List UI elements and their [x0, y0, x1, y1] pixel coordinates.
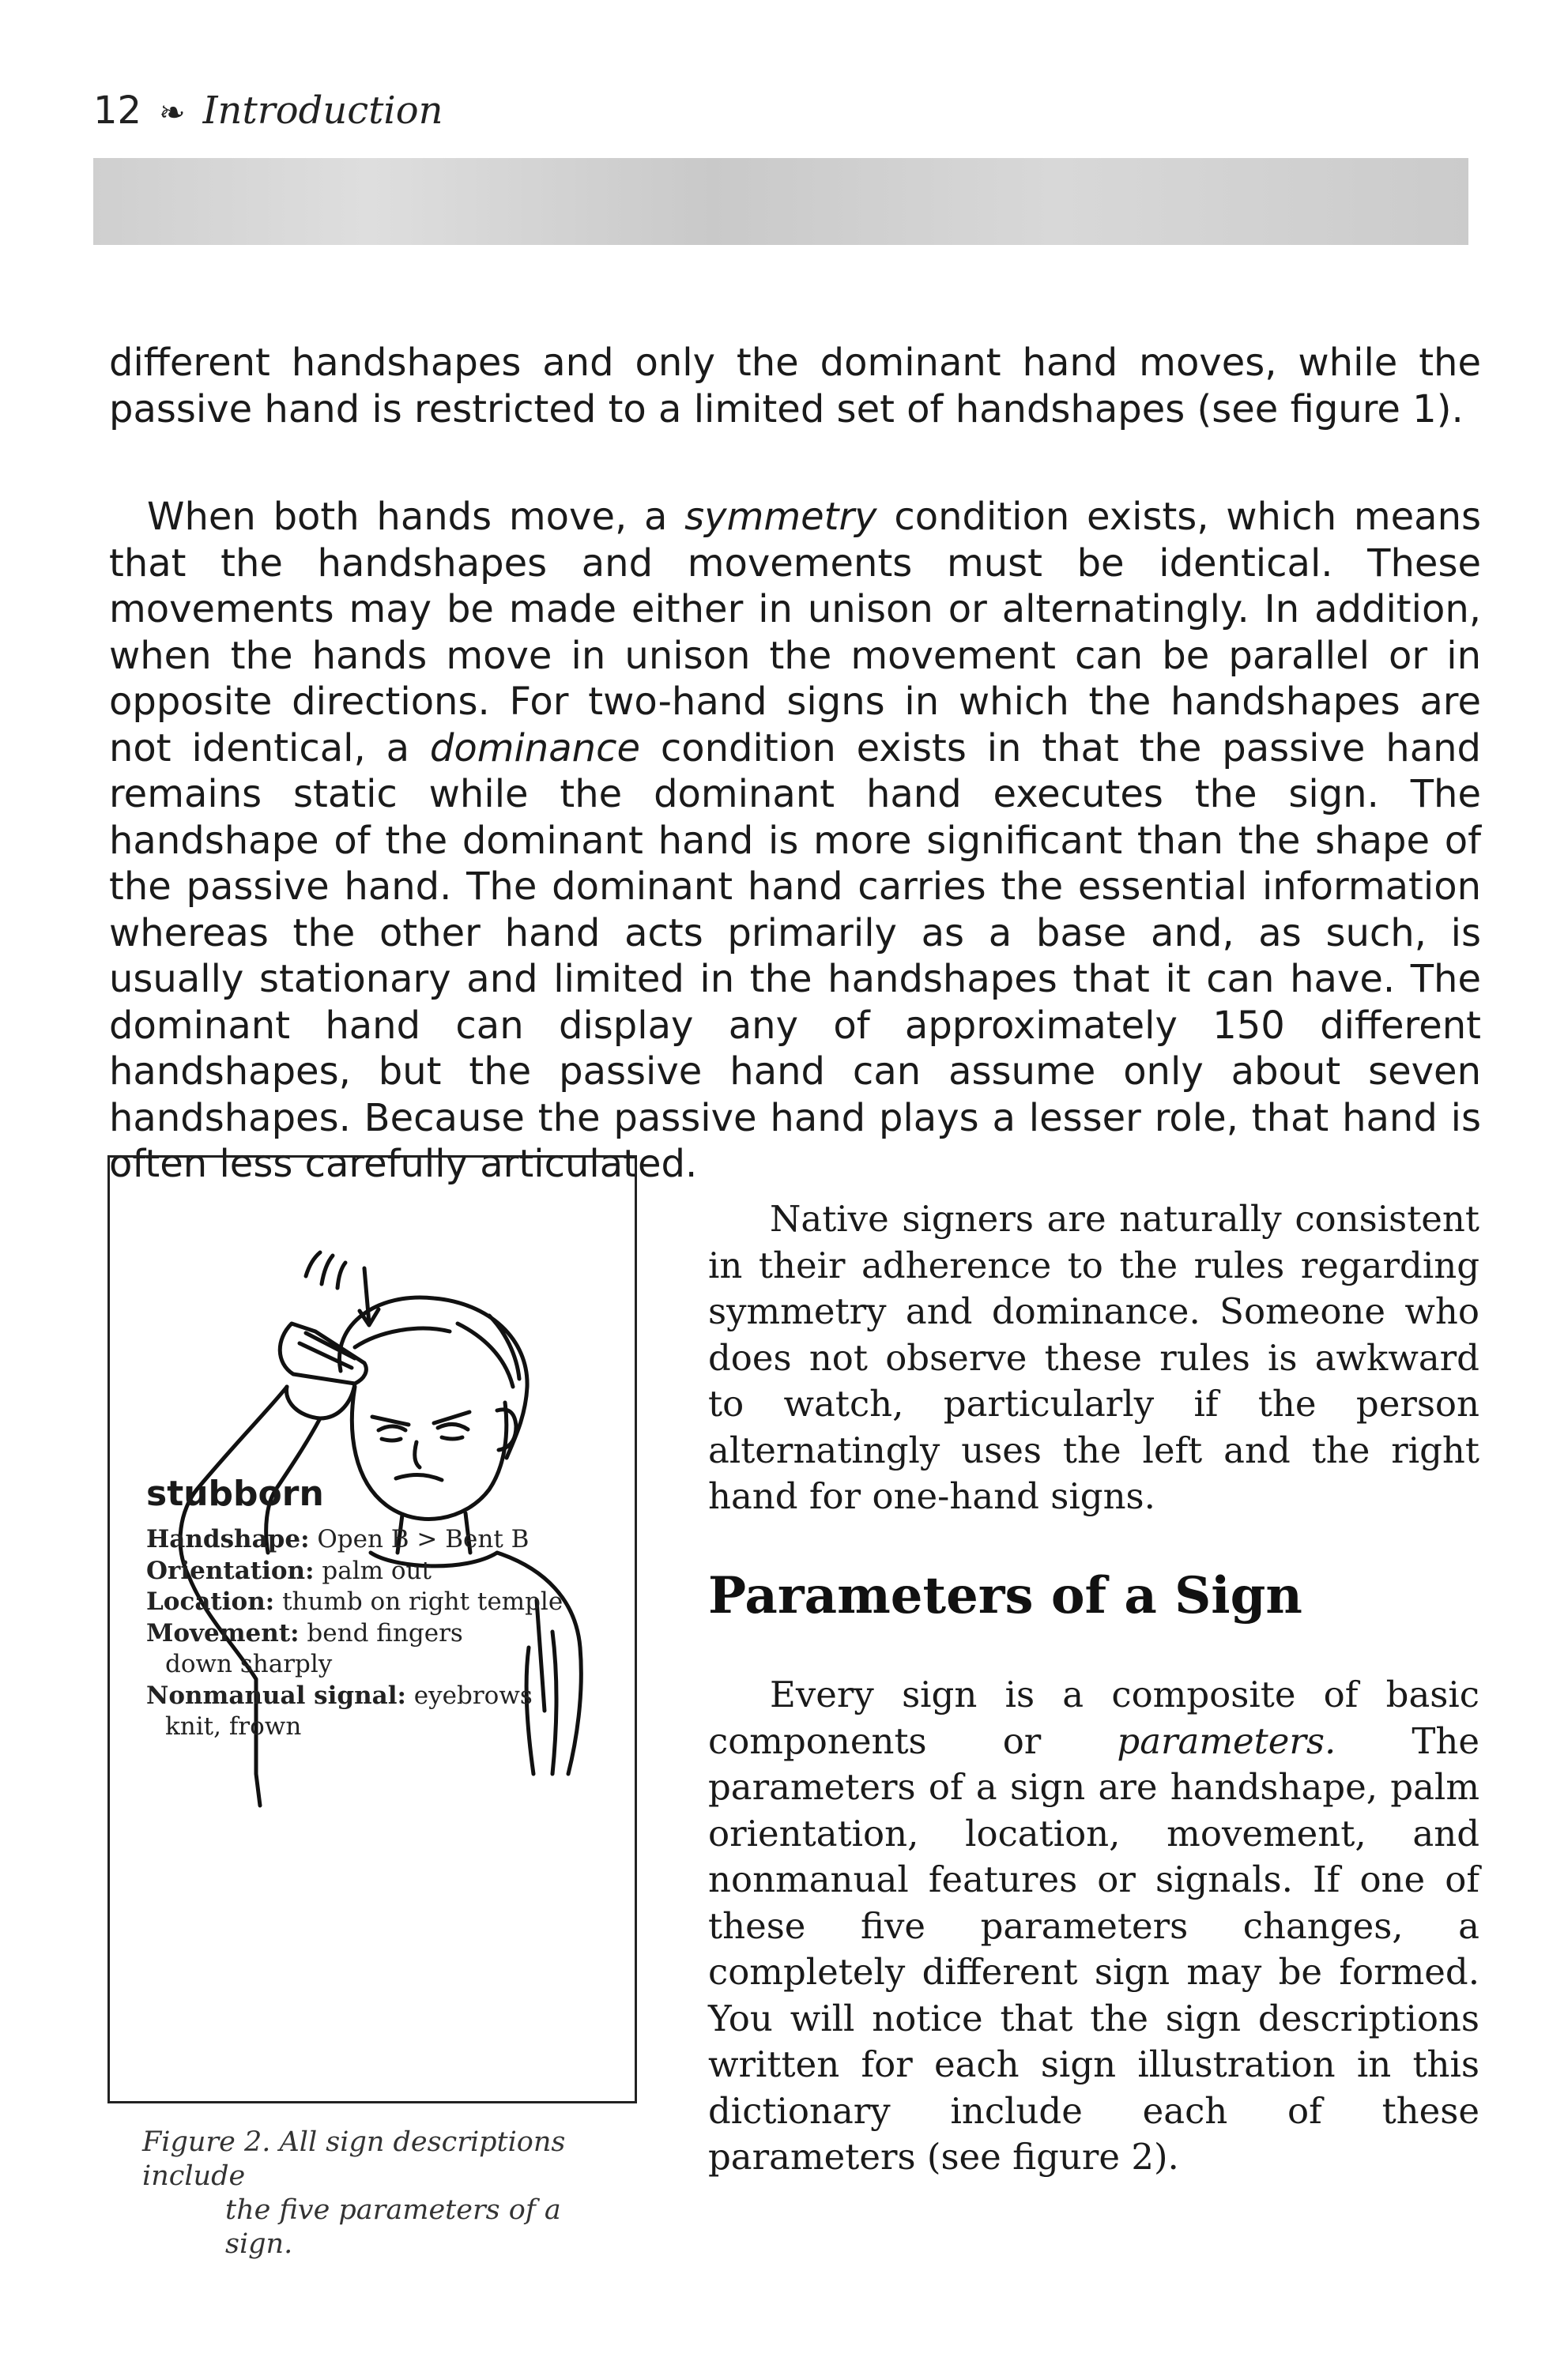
decorative-banner — [93, 158, 1468, 245]
caption-line-1: Figure 2. All sign descriptions include — [142, 2126, 566, 2192]
eye-left — [379, 1426, 405, 1440]
figure-caption — [142, 2126, 632, 2261]
nonmanual-line: Nonmanual signal: eyebrows — [146, 1681, 533, 1710]
eye-right — [438, 1424, 468, 1439]
orientation-line: Orientation: palm out — [146, 1556, 432, 1585]
term-symmetry: symmetry — [684, 495, 877, 539]
sign-description — [146, 1524, 699, 1743]
caption-line-2: the five parameters of a sign. — [225, 2194, 561, 2260]
page-number: 12 — [93, 88, 142, 133]
handshape-line: Handshape: Open B > Bent B — [146, 1525, 530, 1553]
body-paragraph-2: When both hands move, a symmetry condition exists, which means that the handshapes and movements must be identical. These movements may be made either in unison or alternatingly. In addition, when the hands move in unison the movement can be parallel or in opposite directions. For two-hand signs in which the handshapes are not identical, a dominance condition exists in that the passive hand remains static while the dominant hand executes the sign. The handshape of the dominant hand is more significant than the shape of the passive hand. The dominant hand carries the essential information whereas the other hand acts primarily as a base and, as such, is usually stationary and limited in the handshapes that it can have. The dominant hand can display any of approximately 150 different handshapes, but the passive hand can assume only about seven handshapes. Because the passive hand plays a lesser role, that hand is often less carefully articulated. — [109, 495, 1482, 1186]
movement-line: Movement: bend fingers — [146, 1618, 463, 1648]
nonmanual-line-2: knit, frown — [165, 1712, 302, 1741]
running-header — [93, 88, 443, 133]
section-heading: Parameters of a Sign — [708, 1566, 1302, 1625]
body-paragraph-1: different handshapes and only the dominant hand moves, while the passive hand is restricted to a limited set of handshapes (see figure 1). — [109, 341, 1481, 431]
term-dominance: dominance — [429, 725, 640, 770]
movement-line-2: down sharply — [165, 1650, 333, 1678]
face — [352, 1387, 506, 1519]
mouth — [396, 1474, 442, 1480]
side-paragraph-1: Native signers are naturally consistent in their adherence to the rules regarding symmetry and dominance. Someone who does not observe these rules is awkward to watch, particularly if the person alternatingly uses the left and the right hand for one-hand signs. — [708, 1198, 1479, 1517]
motion-lines-icon — [306, 1252, 345, 1288]
leaf-ornament-icon: ❧ — [159, 95, 186, 131]
side-paragraph-2: Every sign is a composite of basic components or parameters. The parameters of a sign are handshape, palm orientation, location, movement, and nonmanual features or signals. If one of these five parameters changes, a completely different sign may be formed. You will notice that the sign descriptions written for each sign illustration in this dictionary include each of these parameters (see figure 2). — [708, 1674, 1479, 2178]
figure-box — [107, 1155, 637, 2103]
term-parameters: parameters. — [1117, 1719, 1336, 1762]
brow-left — [372, 1417, 409, 1425]
sign-word-heading: stubborn — [146, 1474, 324, 1514]
nose — [415, 1442, 420, 1467]
chapter-title: Introduction — [202, 88, 443, 133]
brow-right — [434, 1412, 469, 1423]
location-line: Location: thumb on right temple — [146, 1587, 564, 1616]
